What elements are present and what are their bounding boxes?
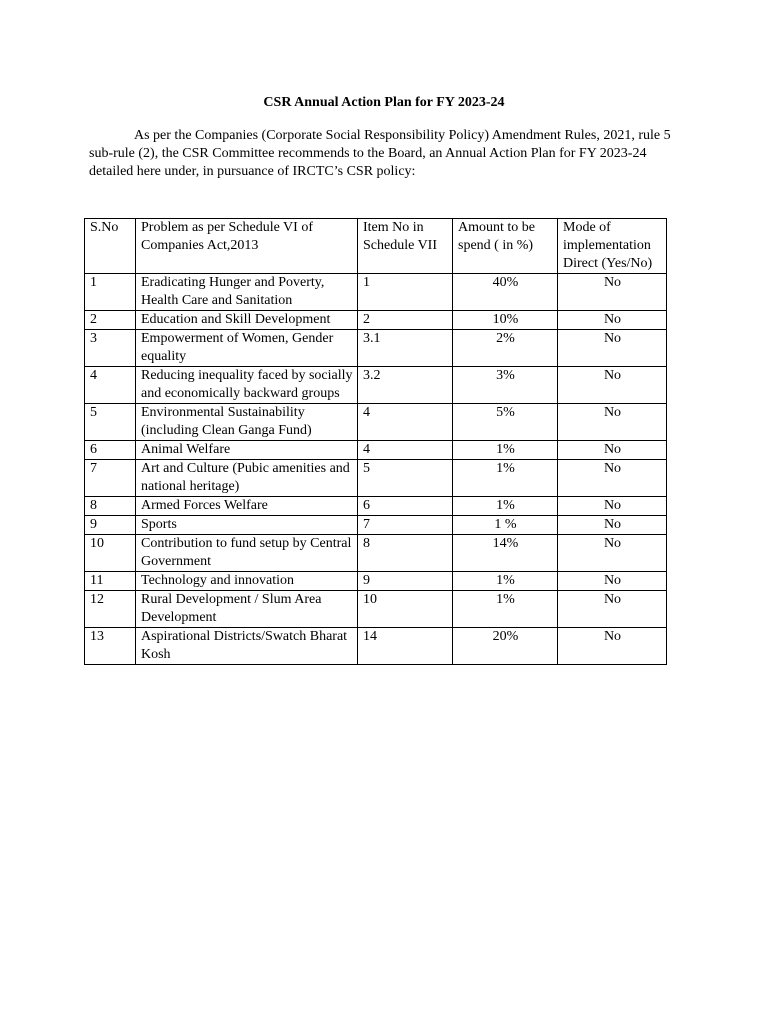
cell-amount: 1% [453, 572, 558, 591]
table-row [85, 311, 667, 330]
document-title: CSR Annual Action Plan for FY 2023-24 [263, 95, 505, 110]
cell-item: 4 [358, 404, 453, 441]
cell-mode: No [558, 591, 667, 628]
cell-amount: 1% [453, 497, 558, 516]
intro-paragraph [89, 127, 679, 181]
table-row [85, 367, 667, 404]
table-row [85, 274, 667, 311]
cell-mode: No [558, 460, 667, 497]
intro-text: As per the Companies (Corporate Social Responsibility Policy) Amendment Rules, 2021, rule 5 sub-rule (2), the CSR Committee recommends to the Board, an Annual Action Plan for FY 2023-24 detailed here under, in pursuance of IRCTC’s CSR policy: [89, 128, 671, 179]
cell-amount: 1% [453, 591, 558, 628]
cell-sno: 4 [85, 367, 136, 404]
table-row [85, 460, 667, 497]
cell-amount: 5% [453, 404, 558, 441]
table-header-row [85, 219, 667, 274]
cell-sno: 11 [85, 572, 136, 591]
cell-problem: Reducing inequality faced by socially and economically backward groups [136, 367, 358, 404]
cell-item: 7 [358, 516, 453, 535]
header-amount: Amount to be spend ( in %) [453, 219, 558, 274]
cell-mode: No [558, 535, 667, 572]
table-row [85, 497, 667, 516]
cell-mode: No [558, 516, 667, 535]
table-row [85, 591, 667, 628]
cell-sno: 1 [85, 274, 136, 311]
cell-item: 9 [358, 572, 453, 591]
cell-problem: Eradicating Hunger and Poverty, Health Care and Sanitation [136, 274, 358, 311]
table-row [85, 330, 667, 367]
cell-mode: No [558, 572, 667, 591]
table-row [85, 535, 667, 572]
cell-mode: No [558, 367, 667, 404]
table-row [85, 404, 667, 441]
cell-sno: 7 [85, 460, 136, 497]
cell-item: 4 [358, 441, 453, 460]
cell-amount: 40% [453, 274, 558, 311]
cell-item: 10 [358, 591, 453, 628]
cell-item: 1 [358, 274, 453, 311]
cell-item: 5 [358, 460, 453, 497]
cell-problem: Aspirational Districts/Swatch Bharat Kosh [136, 628, 358, 665]
cell-item: 14 [358, 628, 453, 665]
cell-item: 3.1 [358, 330, 453, 367]
cell-amount: 3% [453, 367, 558, 404]
cell-problem: Contribution to fund setup by Central Government [136, 535, 358, 572]
cell-sno: 9 [85, 516, 136, 535]
cell-mode: No [558, 330, 667, 367]
cell-problem: Sports [136, 516, 358, 535]
cell-item: 6 [358, 497, 453, 516]
table-row [85, 572, 667, 591]
header-item: Item No in Schedule VII [358, 219, 453, 274]
csr-action-plan-table [84, 218, 667, 665]
cell-sno: 10 [85, 535, 136, 572]
cell-problem: Armed Forces Welfare [136, 497, 358, 516]
cell-problem: Animal Welfare [136, 441, 358, 460]
cell-sno: 5 [85, 404, 136, 441]
cell-mode: No [558, 274, 667, 311]
table-row [85, 441, 667, 460]
cell-item: 2 [358, 311, 453, 330]
cell-sno: 13 [85, 628, 136, 665]
cell-amount: 14% [453, 535, 558, 572]
cell-mode: No [558, 628, 667, 665]
cell-amount: 10% [453, 311, 558, 330]
cell-problem: Art and Culture (Pubic amenities and national heritage) [136, 460, 358, 497]
cell-item: 8 [358, 535, 453, 572]
header-problem: Problem as per Schedule VI of Companies Act,2013 [136, 219, 358, 274]
table-row [85, 516, 667, 535]
cell-sno: 8 [85, 497, 136, 516]
cell-problem: Technology and innovation [136, 572, 358, 591]
cell-mode: No [558, 404, 667, 441]
cell-mode: No [558, 497, 667, 516]
cell-sno: 3 [85, 330, 136, 367]
cell-amount: 1 % [453, 516, 558, 535]
cell-problem: Rural Development / Slum Area Development [136, 591, 358, 628]
cell-mode: No [558, 441, 667, 460]
table-row [85, 628, 667, 665]
cell-item: 3.2 [358, 367, 453, 404]
cell-amount: 20% [453, 628, 558, 665]
cell-problem: Empowerment of Women, Gender equality [136, 330, 358, 367]
cell-sno: 6 [85, 441, 136, 460]
cell-problem: Education and Skill Development [136, 311, 358, 330]
cell-amount: 2% [453, 330, 558, 367]
cell-problem: Environmental Sustainability (including Clean Ganga Fund) [136, 404, 358, 441]
cell-sno: 2 [85, 311, 136, 330]
cell-amount: 1% [453, 441, 558, 460]
cell-mode: No [558, 311, 667, 330]
header-mode: Mode of implementation Direct (Yes/No) [558, 219, 667, 274]
cell-amount: 1% [453, 460, 558, 497]
header-sno: S.No [85, 219, 136, 274]
cell-sno: 12 [85, 591, 136, 628]
